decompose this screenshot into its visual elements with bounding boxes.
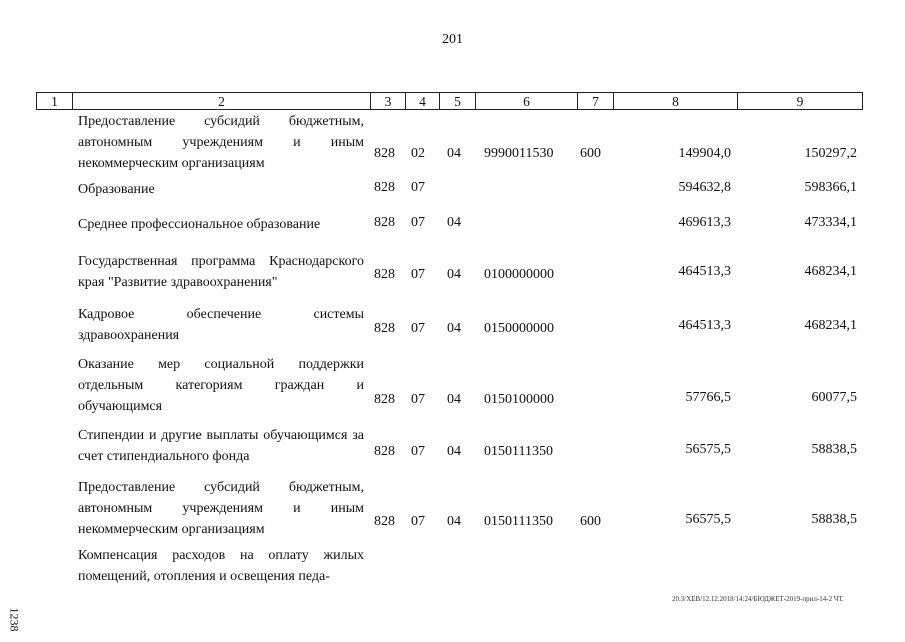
cell-c6: 0150100000 [484, 392, 554, 407]
cell-c7: 600 [580, 514, 601, 529]
row-description: Компенсация расходов на оплату жилых помещений, отопления и освещения педа- [78, 548, 364, 584]
cell-c9: 468234,1 [804, 264, 857, 279]
cell-c4: 07 [411, 215, 425, 230]
page-number: 201 [442, 32, 463, 47]
cell-c4: 07 [411, 444, 425, 459]
cell-c9: 60077,5 [811, 390, 857, 405]
row-description: Кадровое обеспечение системы здравоохранения [78, 307, 364, 343]
cell-c5: 04 [447, 392, 461, 407]
cell-c5: 04 [447, 215, 461, 230]
cell-c5: 04 [447, 444, 461, 459]
cell-c5: 04 [447, 267, 461, 282]
cell-c8: 56575,5 [685, 442, 731, 457]
column-header-7: 7 [577, 92, 613, 110]
cell-c9: 150297,2 [804, 146, 857, 161]
cell-c4: 07 [411, 180, 425, 195]
cell-c6: 0150111350 [484, 514, 553, 529]
cell-c7: 600 [580, 146, 601, 161]
cell-c5: 04 [447, 514, 461, 529]
cell-c8: 57766,5 [685, 390, 731, 405]
cell-c3: 828 [374, 180, 395, 195]
cell-c3: 828 [374, 444, 395, 459]
cell-c3: 828 [374, 267, 395, 282]
column-header-4: 4 [405, 92, 439, 110]
cell-c9: 58838,5 [811, 512, 857, 527]
cell-c3: 828 [374, 514, 395, 529]
cell-c8: 469613,3 [678, 215, 731, 230]
cell-c9: 468234,1 [804, 318, 857, 333]
footer-document-code: 20.3/ХЕВ/12.12.2018/14:24/БЮДЖЕТ-2019-прил-14-2 ЧТ. [672, 595, 844, 603]
cell-c9: 598366,1 [804, 180, 857, 195]
cell-c3: 828 [374, 146, 395, 161]
row-description: Стипендии и другие выплаты обучающимся за счет стипендиального фонда [78, 428, 364, 464]
cell-c8: 464513,3 [678, 264, 731, 279]
column-header-3: 3 [370, 92, 405, 110]
cell-c8: 594632,8 [678, 180, 731, 195]
column-header-1: 1 [36, 92, 72, 110]
cell-c3: 828 [374, 392, 395, 407]
cell-c8: 149904,0 [678, 146, 731, 161]
side-page-number: 1238 [7, 607, 22, 632]
column-header-8: 8 [613, 92, 737, 110]
row-description: Предоставление субсидий бюджетным, автономным учреждениям и иным некоммерческим организациям [78, 114, 364, 171]
column-header-5: 5 [439, 92, 475, 110]
cell-c4: 07 [411, 392, 425, 407]
cell-c6: 0150111350 [484, 444, 553, 459]
column-header-9: 9 [737, 92, 863, 110]
row-description: Государственная программа Краснодарского края "Развитие здравоохранения" [78, 254, 364, 290]
cell-c4: 07 [411, 514, 425, 529]
cell-c3: 828 [374, 215, 395, 230]
cell-c4: 07 [411, 321, 425, 336]
cell-c4: 07 [411, 267, 425, 282]
cell-c6: 0100000000 [484, 267, 554, 282]
column-header-6: 6 [475, 92, 577, 110]
cell-c6: 0150000000 [484, 321, 554, 336]
cell-c5: 04 [447, 146, 461, 161]
cell-c9: 473334,1 [804, 215, 857, 230]
cell-c4: 02 [411, 146, 425, 161]
cell-c6: 9990011530 [484, 146, 554, 161]
row-description: Среднее профессиональное образование [78, 217, 321, 232]
row-description: Предоставление субсидий бюджетным, автономным учреждениям и иным некоммерческим организациям [78, 480, 364, 537]
cell-c9: 58838,5 [811, 442, 857, 457]
cell-c8: 464513,3 [678, 318, 731, 333]
column-header-2: 2 [72, 92, 370, 110]
cell-c3: 828 [374, 321, 395, 336]
row-description: Оказание мер социальной поддержки отдельным категориям граждан и обучающимся [78, 357, 364, 414]
cell-c8: 56575,5 [685, 512, 731, 527]
cell-c5: 04 [447, 321, 461, 336]
row-description: Образование [78, 182, 155, 197]
